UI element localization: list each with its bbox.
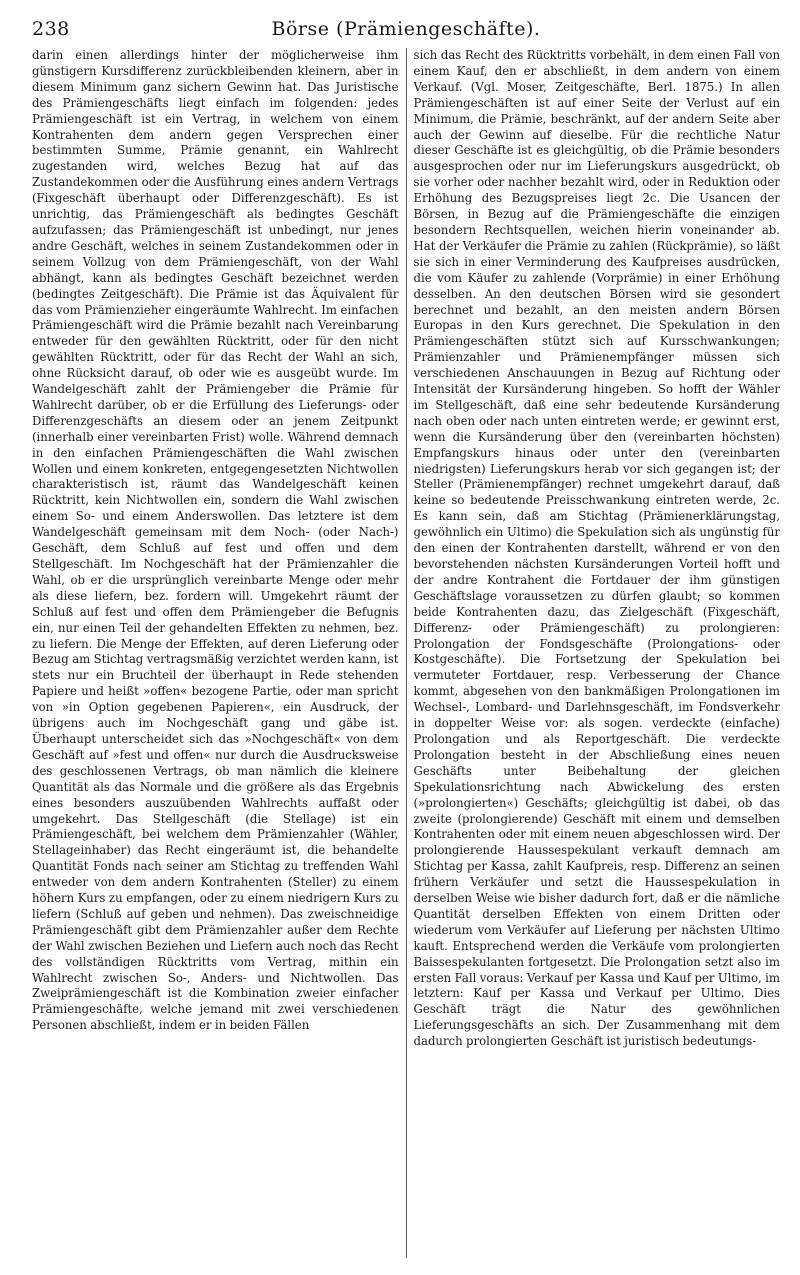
column-divider [406, 48, 407, 1258]
page-number: 238 [32, 18, 70, 40]
text-columns [32, 48, 780, 1258]
left-column-text: darin einen allerdings hinter der möglicherweise ihm günstigern Kursdifferenz zurückbleibenden kleinern, aber in diesem Minimum ganz sichern Gewinn hat. Das Juristische des Prämiengeschäfts liegt einfach im folgenden: jedes Prämiengeschäft ist ein Vertrag, in welchem von einem Kontrahenten dem andern gegen Versprechen einer bestimmten Summe, Prämie genannt, ein Wahlrecht zugestanden wird, welches Bezug hat auf das Zustandekommen oder die Ausführung eines andern Vertrags (Fixgeschäft überhaupt oder Differenzgeschäft). Es ist unrichtig, das Prämiengeschäft als bedingtes Geschäft aufzufassen; das Prämiengeschäft ist unbedingt, nur jenes andre Geschäft, welches in seinem Zustandekommen oder in seinem Vollzug von dem Prämiengeschäft, von der Wahl abhängt, kann als bedingtes Geschäft bezeichnet werden (bedingtes Zeitgeschäft). Die Prämie ist das Äquivalent für das vom Prämienzieher eingeräumte Wahlrecht. Im einfachen Prämiengeschäft wird die Prämie bezahlt nach Vereinbarung entweder für den gewählten Rücktritt, oder für den nicht gewählten Rücktritt, oder für das Recht der Wahl an sich, ohne Rücksicht darauf, ob oder wie es ausgeübt wurde. Im Wandelgeschäft zahlt der Prämiengeber die Prämie für Wahlrecht darüber, ob er die Erfüllung des Lieferungs- oder Differenzgeschäfts an diesem oder an jenem Zeitpunkt (innerhalb einer vereinbarten Frist) wolle. Während demnach in den einfachen Prämiengeschäften die Wahl zwischen Wollen und einem konkreten, entgegengesetzten Nichtwollen charakteristisch ist, räumt das Wandelgeschäft keinen Rücktritt, kein Nichtwollen ein, sondern die Wahl zwischen einem So- und einem Anderswollen. Das letztere ist dem Wandelgeschäft gemeinsam mit dem Noch- (oder Nach-) Geschäft, dem Schluß auf fest und offen und dem Stellgeschäft. Im Nochgeschäft hat der Prämienzahler die Wahl, ob er die ursprünglich vereinbarte Menge oder mehr als diese liefern, bez. fordern will. Umgekehrt räumt der Schluß auf fest und offen dem Prämiengeber die Befugnis ein, nur einen Teil der gehandelten Effekten zu nehmen, bez. zu liefern. Die Menge der Effekten, auf deren Lieferung oder Bezug am Stichtag vertragsmäßig verzichtet werden kann, ist stets nur ein Bruchteil der überhaupt in Rede stehenden Papiere und heißt »offen« bezogene Partie, oder man spricht von »in Option gegebenen Papieren«, ein Ausdruck, der übrigens auch im Nochgeschäft gang und gäbe ist. Überhaupt unterscheidet sich das »Nochgeschäft« von dem Geschäft auf »fest und offen« nur durch die Ausdrucksweise des geschlossenen Vertrags, ob man nämlich die kleinere Quantität als das Normale und die größere als das Ergebnis eines besonders auszuübenden Wahlrechts auffaßt oder umgekehrt. Das Stellgeschäft (die Stellage) ist ein Prämiengeschäft, bei welchem dem Prämienzahler (Wähler, Stellageinhaber) das Recht eingeräumt ist, die behandelte Quantität Fonds nach seiner am Stichtag zu treffenden Wahl entweder von dem andern Kontrahenten (Steller) zu einem höhern Kurs zu empfangen, oder zu einem niedrigern Kurs zu liefern (Schluß auf geben und nehmen). Das zweischneidige Prämiengeschäft gibt dem Prämienzahler außer dem Rechte der Wahl zwischen Beziehen und Liefern auch noch das Recht des vollständigen Rücktritts vom Vertrag, mithin ein Wahlrecht zwischen So-, Anders- und Nichtwollen. Das Zweiprämiengeschäft ist die Kombination zweier einfacher Prämiengeschäfte, welche jemand mit zwei verschiedenen Personen abschließt, indem er in beiden Fällen [32, 48, 399, 1033]
right-column [414, 48, 781, 1258]
left-column [32, 48, 399, 1258]
right-column-text: sich das Recht des Rücktritts vorbehält, in dem einen Fall von einem Kauf, den er abschließt, in dem andern von einem Verkauf. (Vgl. Moser, Zeitgeschäfte, Berl. 1875.) In allen Prämiengeschäften ist auf einer Seite der Verlust auf ein Minimum, die Prämie, beschränkt, auf der andern Seite aber auch der Gewinn auf dieselbe. Für die rechtliche Natur dieser Geschäfte ist es gleichgültig, ob die Prämie besonders ausgesprochen oder nur im Lieferungskurs ausgedrückt, ob sie vorher oder nachher bezahlt wird, oder in Reduktion oder Erhöhung des Bezugspreises liegt 2c. Die Usancen der Börsen, in Bezug auf die Prämiengeschäfte die einzigen besondern Rechtsquellen, weichen hierin voneinander ab. Hat der Verkäufer die Prämie zu zahlen (Rückprämie), so läßt sie sich in einer Verminderung des Kaufpreises ausdrücken, die vom Käufer zu zahlende (Vorprämie) in einer Erhöhung desselben. An den deutschen Börsen wird sie gesondert berechnet und bezahlt, an den meisten andern Börsen Europas in den Kurs gerechnet. Die Spekulation in den Prämiengeschäften stützt sich auf Kursschwankungen; Prämienzahler und Prämienempfänger müssen sich verschiedenen Anschauungen in Bezug auf Richtung oder Intensität der Kursänderung hingeben. So hofft der Wähler im Stellgeschäft, daß eine sehr bedeutende Kursänderung nach oben oder nach unten eintreten werde; er gewinnt erst, wenn die Kursänderung über den (vereinbarten höchsten) Empfangskurs hinaus oder unter den (vereinbarten niedrigsten) Lieferungskurs herab vor sich gegangen ist; der Steller (Prämienempfänger) rechnet umgekehrt darauf, daß keine so bedeutende Preisschwankung eintreten werde, 2c. Es kann sein, daß am Stichtag (Prämienerklärungstag, gewöhnlich ein Ultimo) die Spekulation sich als ungünstig für den einen der Kontrahenten darstellt, während er von den bevorstehenden nächsten Kursänderungen Vorteil hofft und der andre Kontrahent die Fortdauer der ihm günstigen Geschäftslage voraussetzen zu dürfen glaubt; so kommen beide Kontrahenten dazu, das Zielgeschäft (Fixgeschäft, Differenz- oder Prämiengeschäft) zu prolongieren: Prolongation der Fondsgeschäfte (Prolongations- oder Kostgeschäfte). Die Fortsetzung der Spekulation bei vermuteter Fortdauer, resp. Verbesserung der Chance kommt, abgesehen von den bankmäßigen Prolongationen im Wechsel-, Lombard- und Darlehnsgeschäft, im Fondsverkehr in doppelter Weise vor: als sogen. verdeckte (einfache) Prolongation und als Reportgeschäft. Die verdeckte Prolongation besteht in der Abschließung eines neuen Geschäfts unter Beibehaltung der gleichen Spekulationsrichtung nach Abwickelung des ersten (»prolongierten«) Geschäfts; gleichgültig ist dabei, ob das zweite (prolongierende) Geschäft mit einem und demselben Kontrahenten oder mit einem neuen abgeschlossen wird. Der prolongierende Haussespekulant verkauft demnach am Stichtag per Kassa, zahlt Kaufpreis, resp. Differenz an seinen frühern Verkäufer und setzt die Haussespekulation in derselben Weise wie bisher dadurch fort, daß er die nämliche Quantität derselben Effekten von einem Dritten oder wiederum vom Verkäufer auf Lieferung per nächsten Ultimo kauft. Entsprechend werden die Verkäufe vom prolongierten Baissespekulanten fortgesetzt. Die Prolongation setzt also im ersten Fall voraus: Verkauf per Kassa und Kauf per Ultimo, im letztern: Kauf per Kassa und Verkauf per Ultimo. Dies Geschäft trägt die Natur des gewöhnlichen Lieferungsgeschäfts an sich. Der Zusammenhang mit dem dadurch prolongierten Geschäft ist juristisch bedeutungs- [413, 48, 780, 1049]
page-header [32, 14, 780, 46]
running-title: Börse (Prämiengeschäfte). [271, 18, 541, 40]
